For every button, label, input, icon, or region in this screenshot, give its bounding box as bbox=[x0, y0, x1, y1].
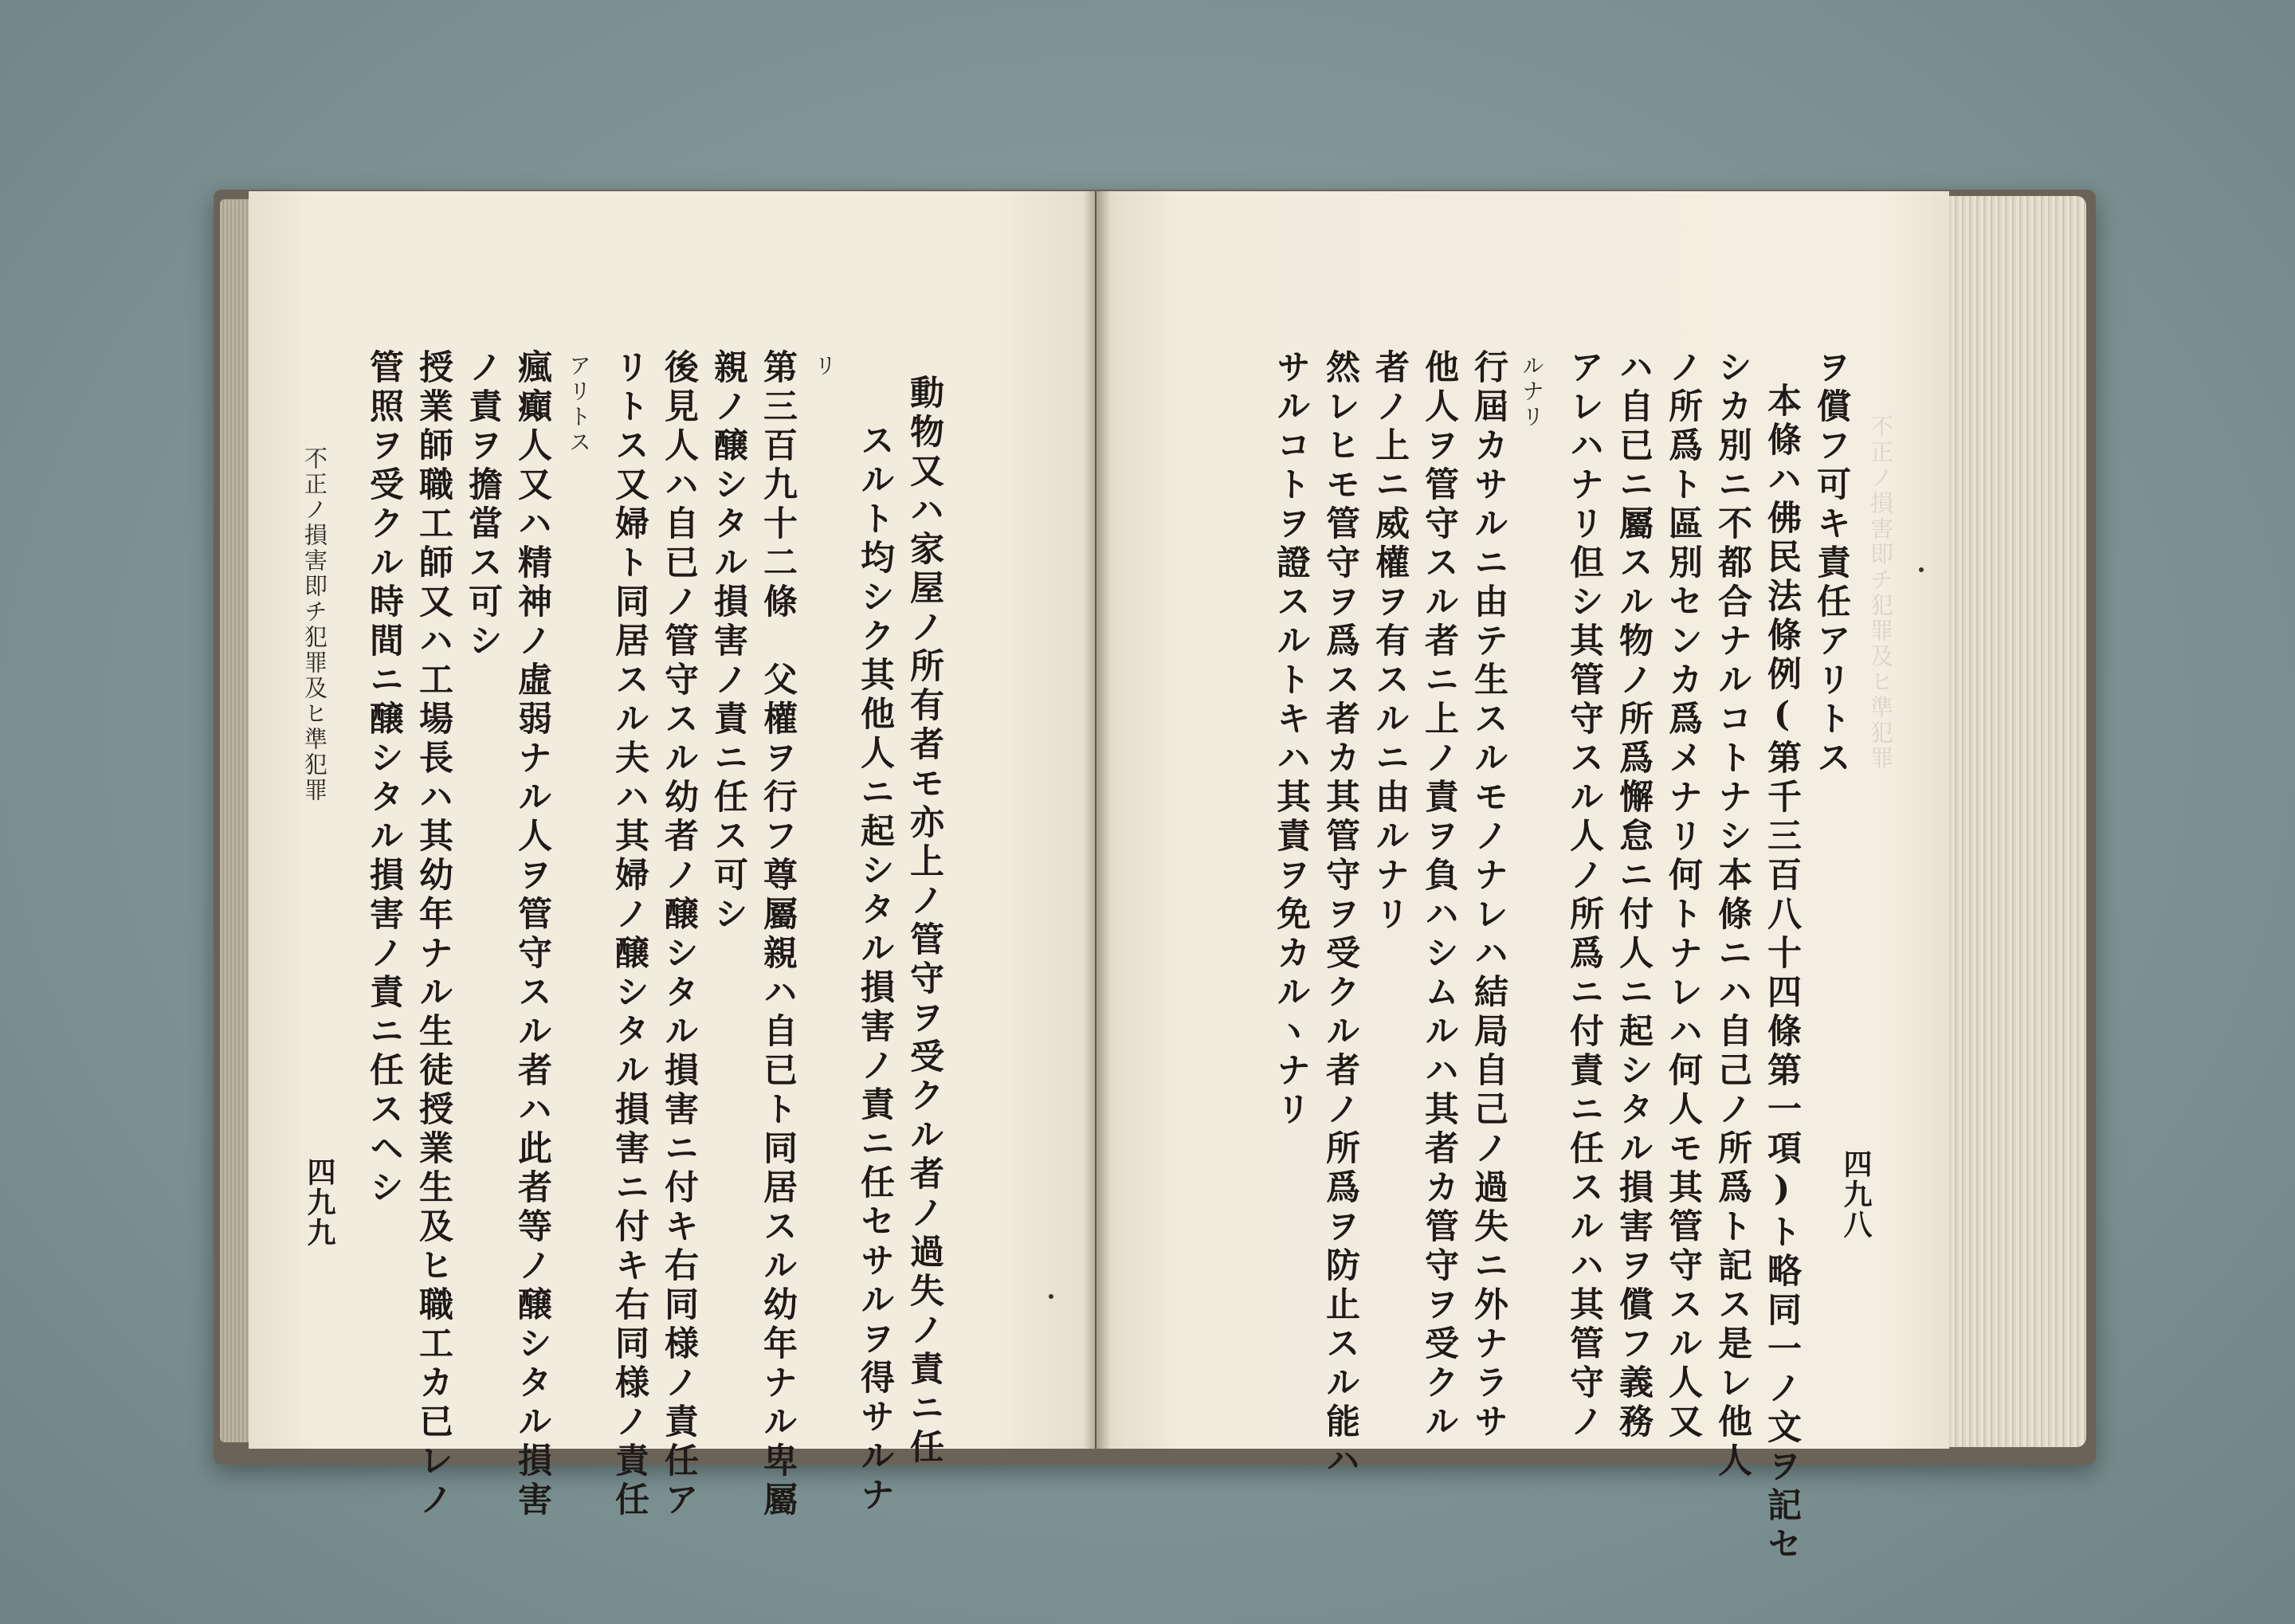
right-page-speck bbox=[1919, 567, 1924, 572]
left-col-2: 授業師職工師又ハ工場長ハ其幼年ナル生徒授業生及ヒ職工カ已レノ bbox=[414, 349, 453, 1520]
left-col-1: 管照ヲ受クル時間ニ醸シタル損害ノ責ニ任スヘシ bbox=[364, 349, 404, 1208]
right-page-number: 四九八 bbox=[1839, 1149, 1873, 1240]
left-col-4: 瘋癲人又ハ精神ノ虛弱ナル人ヲ管守スル者ハ此者等ノ醸シタル損害 bbox=[512, 349, 552, 1520]
right-col-2: 本條ハ佛民法條例(第千三百八十四條第一項)ト略同一ノ文ヲ記セ bbox=[1762, 382, 1802, 1565]
right-col-1: ヲ償フ可キ責任アリトス bbox=[1811, 349, 1851, 779]
left-col-10: リ bbox=[811, 354, 838, 379]
left-col-6: リトス又婦ト同居スル夫ハ其婦ノ醸シタル損害ニ付キ右同様ノ責任 bbox=[610, 349, 649, 1520]
right-col-8: 行屆カサルニ由テ生スルモノナレハ結局自己ノ過失ニ外ナラサ bbox=[1469, 349, 1508, 1442]
right-page-bleed-header: 不正ノ損害即チ犯罪及ヒ準犯罪 bbox=[1867, 414, 1894, 771]
right-col-12: サルコトヲ證スルトキハ其責ヲ免カルヽナリ bbox=[1271, 349, 1311, 1130]
right-col-11: 然レヒモ管守ヲ爲ス者カ其管守ヲ受クル者ノ所爲ヲ防止スル能ハ bbox=[1320, 349, 1360, 1481]
left-col-7: 後見人ハ自已ノ管守スル幼者ノ醸シタル損害ニ付キ右同様ノ責任ア bbox=[659, 349, 699, 1520]
book-gutter bbox=[1084, 191, 1111, 1449]
left-col-5: アリトス bbox=[566, 354, 592, 456]
right-col-4: ノ所爲ト區別センカ爲メナリ何トナレハ何人モ其管守スル人又 bbox=[1663, 349, 1703, 1442]
right-col-7: ルナリ bbox=[1519, 354, 1545, 430]
right-col-5: ハ自已ニ屬スル物ノ所爲懈怠ニ付人ニ起シタル損害ヲ償フ義務 bbox=[1614, 349, 1654, 1442]
right-col-9: 他人ヲ管守スル者ニ上ノ責ヲ負ハシムルハ其者カ管守ヲ受クル bbox=[1419, 349, 1459, 1442]
left-col-11: スルト均シク其他人ニ起シタル損害ノ責ニ任セサルヲ得サルナ bbox=[855, 422, 895, 1516]
right-page-block-edge bbox=[1944, 196, 2086, 1447]
left-page-running-header: 不正ノ損害即チ犯罪及ヒ準犯罪 bbox=[301, 446, 328, 803]
left-page-speck bbox=[1049, 1294, 1053, 1299]
right-col-3: シカ別ニ不都合ナルコトナシ本條ニハ自己ノ所爲ト記ス是レ他人 bbox=[1712, 349, 1752, 1481]
right-col-6: アレハナリ但シ其管守スル人ノ所爲ニ付責ニ任スルハ其管守ノ bbox=[1564, 349, 1604, 1442]
left-col-12: 動物又ハ家屋ノ所有者モ亦上ノ管守ヲ受クル者ノ過失ノ責ニ任 bbox=[904, 375, 944, 1468]
left-col-3: ノ責ヲ擔當ス可シ bbox=[463, 349, 503, 661]
left-col-8: 親ノ醸シタル損害ノ責ニ任ス可シ bbox=[708, 349, 748, 935]
left-col-9: 第三百九十二條 父權ヲ行フ尊屬親ハ自已ト同居スル幼年ナル卑屬 bbox=[758, 349, 798, 1520]
left-page-number: 四九九 bbox=[303, 1157, 336, 1248]
right-col-10: 者ノ上ニ威權ヲ有スルニ由ルナリ bbox=[1370, 349, 1410, 935]
